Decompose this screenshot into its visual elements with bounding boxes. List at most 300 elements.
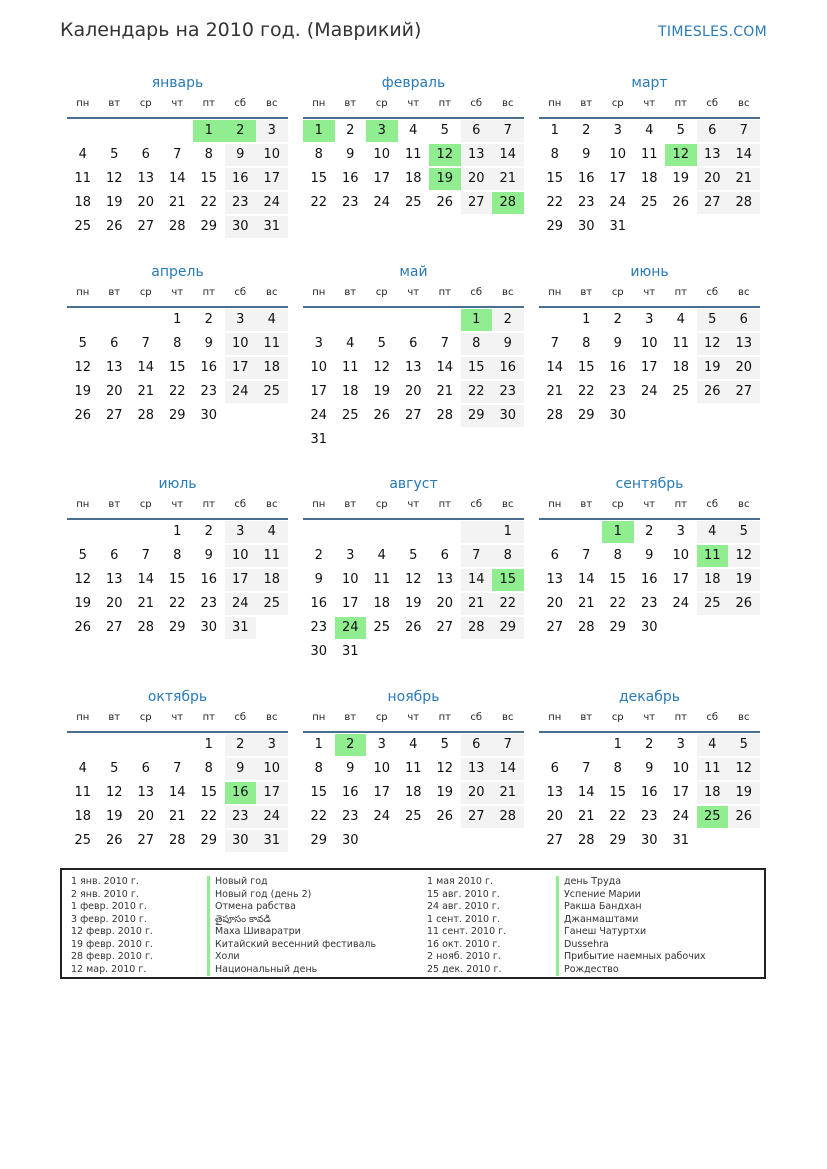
day-cell: 26: [404, 620, 422, 635]
day-cell: 15: [168, 360, 186, 375]
day-cell: 26: [74, 408, 92, 423]
weekday-header: [539, 709, 760, 733]
holiday-day: 12: [429, 144, 461, 166]
day-cell: 27: [137, 219, 155, 234]
day-cell: 24: [373, 809, 391, 824]
day-cell: 15: [546, 171, 564, 186]
weekday-label: вт: [344, 499, 357, 510]
month-8: [303, 474, 524, 665]
day-cell: 20: [461, 168, 493, 190]
day-cell: 6: [141, 761, 150, 776]
empty-cell: [99, 120, 131, 142]
weekday-label: чт: [407, 499, 420, 510]
day-cell: 27: [546, 833, 564, 848]
day-cell: 3: [645, 312, 654, 327]
empty-cell: [366, 521, 398, 543]
day-cell: 30: [640, 620, 658, 635]
weekday-label: ср: [375, 98, 388, 109]
weekday-label: сб: [470, 287, 483, 298]
holiday-name: день Труда: [556, 876, 706, 889]
day-cell: 26: [373, 408, 391, 423]
weekday-label: вс: [266, 499, 278, 510]
day-cell: 21: [577, 809, 595, 824]
day-cell: 27: [105, 620, 123, 635]
holiday-date: 2 янв. 2010 г.: [71, 888, 139, 900]
day-cell: 22: [200, 809, 218, 824]
month-name: январь: [151, 75, 204, 91]
weekday-label: чт: [643, 499, 656, 510]
day-grid: [67, 309, 288, 429]
day-cell: 13: [137, 171, 155, 186]
day-cell: 3: [676, 737, 685, 752]
weekday-label: вт: [580, 98, 593, 109]
weekday-header: [303, 284, 524, 308]
day-cell: 5: [377, 336, 386, 351]
day-cell: 4: [676, 312, 685, 327]
weekday-label: сб: [706, 98, 719, 109]
day-cell: 11: [697, 758, 729, 780]
day-cell: 12: [404, 572, 422, 587]
empty-cell: [366, 309, 398, 331]
weekday-label: вс: [502, 98, 514, 109]
day-cell: 10: [225, 545, 257, 567]
day-cell: 18: [697, 782, 729, 804]
day-cell: 9: [346, 147, 355, 162]
weekday-label: ср: [611, 712, 624, 723]
weekday-label: пн: [312, 98, 326, 109]
day-cell: 26: [697, 381, 729, 403]
weekday-label: вс: [266, 287, 278, 298]
holiday-day: 1: [193, 120, 225, 142]
day-cell: 27: [728, 381, 760, 403]
day-cell: 18: [256, 569, 288, 591]
weekday-header: [67, 95, 288, 119]
day-cell: 9: [582, 147, 591, 162]
day-cell: 5: [728, 734, 760, 756]
day-cell: 28: [461, 617, 493, 639]
day-cell: 2: [613, 312, 622, 327]
day-cell: 15: [200, 171, 218, 186]
empty-cell: [303, 309, 335, 331]
weekday-label: сб: [470, 499, 483, 510]
day-cell: 25: [373, 620, 391, 635]
day-cell: 22: [492, 593, 524, 615]
day-cell: 5: [78, 336, 87, 351]
day-cell: 22: [310, 809, 328, 824]
weekday-label: пн: [548, 499, 562, 510]
day-cell: 8: [461, 333, 493, 355]
day-grid: [303, 309, 524, 453]
weekday-label: пт: [674, 287, 687, 298]
day-cell: 21: [728, 168, 760, 190]
day-cell: 25: [74, 833, 92, 848]
day-cell: 6: [461, 120, 493, 142]
day-cell: 10: [256, 144, 288, 166]
day-cell: 13: [728, 333, 760, 355]
day-cell: 6: [110, 548, 119, 563]
day-cell: 3: [346, 548, 355, 563]
day-cell: 4: [697, 521, 729, 543]
day-cell: 3: [676, 524, 685, 539]
weekday-label: пт: [202, 712, 215, 723]
day-cell: 9: [225, 144, 257, 166]
month-7: [67, 474, 288, 641]
day-cell: 13: [546, 572, 564, 587]
day-cell: 3: [225, 309, 257, 331]
day-cell: 29: [200, 833, 218, 848]
day-cell: 18: [640, 171, 658, 186]
day-cell: 2: [492, 309, 524, 331]
weekday-label: вс: [502, 499, 514, 510]
day-cell: 17: [609, 171, 627, 186]
day-cell: 20: [728, 357, 760, 379]
day-cell: 15: [461, 357, 493, 379]
month-6: [539, 262, 760, 429]
holiday-legend: [60, 868, 766, 979]
weekday-label: ср: [139, 98, 152, 109]
empty-cell: [335, 521, 367, 543]
weekday-label: вт: [344, 287, 357, 298]
day-cell: 27: [461, 806, 493, 828]
weekday-label: пт: [674, 98, 687, 109]
month-name: сентябрь: [615, 476, 684, 492]
day-cell: 17: [672, 785, 690, 800]
day-cell: 14: [137, 572, 155, 587]
weekday-label: вт: [108, 712, 121, 723]
holiday-dates-right: [427, 876, 506, 976]
day-cell: 15: [168, 572, 186, 587]
empty-cell: [130, 521, 162, 543]
day-cell: 30: [492, 405, 524, 427]
month-name: октябрь: [147, 689, 208, 705]
day-cell: 19: [436, 785, 454, 800]
day-cell: 16: [640, 572, 658, 587]
day-cell: 21: [461, 593, 493, 615]
day-cell: 28: [728, 192, 760, 214]
day-cell: 6: [550, 761, 559, 776]
day-cell: 11: [404, 147, 422, 162]
day-cell: 25: [672, 384, 690, 399]
empty-cell: [99, 734, 131, 756]
day-cell: 22: [200, 195, 218, 210]
day-cell: 9: [314, 572, 323, 587]
day-cell: 6: [409, 336, 418, 351]
day-cell: 10: [609, 147, 627, 162]
day-cell: 5: [409, 548, 418, 563]
empty-cell: [303, 521, 335, 543]
day-cell: 16: [492, 357, 524, 379]
day-cell: 23: [341, 195, 359, 210]
day-cell: 26: [728, 806, 760, 828]
day-cell: 8: [582, 336, 591, 351]
day-cell: 24: [672, 809, 690, 824]
weekday-label: вт: [108, 98, 121, 109]
day-cell: 7: [550, 336, 559, 351]
day-cell: 10: [310, 360, 328, 375]
day-cell: 11: [74, 785, 92, 800]
holiday-name: Dussehra: [556, 939, 706, 952]
day-cell: 28: [137, 408, 155, 423]
month-name: июнь: [630, 264, 669, 280]
day-cell: 25: [341, 408, 359, 423]
day-grid: [67, 734, 288, 854]
empty-cell: [130, 734, 162, 756]
day-cell: 4: [346, 336, 355, 351]
day-cell: 31: [341, 644, 359, 659]
day-cell: 6: [110, 336, 119, 351]
site-link[interactable]: TIMESLES.COM: [658, 24, 767, 40]
empty-cell: [429, 521, 461, 543]
month-name: февраль: [381, 75, 446, 91]
day-cell: 1: [204, 737, 213, 752]
weekday-label: ср: [375, 712, 388, 723]
holiday-day: 24: [335, 617, 367, 639]
weekday-label: чт: [171, 499, 184, 510]
day-cell: 17: [640, 360, 658, 375]
month-name: август: [389, 476, 438, 492]
day-cell: 25: [74, 219, 92, 234]
day-cell: 7: [582, 761, 591, 776]
holiday-date: 19 февр. 2010 г.: [71, 938, 153, 950]
day-cell: 15: [609, 572, 627, 587]
day-cell: 5: [110, 147, 119, 162]
empty-cell: [130, 309, 162, 331]
day-cell: 1: [173, 524, 182, 539]
weekday-label: чт: [407, 287, 420, 298]
day-cell: 22: [546, 195, 564, 210]
day-cell: 23: [225, 192, 257, 214]
day-cell: 19: [728, 569, 760, 591]
weekday-label: сб: [706, 499, 719, 510]
weekday-label: чт: [171, 287, 184, 298]
weekday-label: пт: [438, 712, 451, 723]
day-cell: 4: [256, 521, 288, 543]
day-cell: 23: [640, 596, 658, 611]
weekday-label: сб: [234, 712, 247, 723]
day-cell: 29: [461, 405, 493, 427]
day-cell: 22: [461, 381, 493, 403]
day-cell: 30: [200, 620, 218, 635]
day-cell: 15: [310, 785, 328, 800]
day-cell: 30: [609, 408, 627, 423]
day-cell: 15: [609, 785, 627, 800]
day-cell: 31: [672, 833, 690, 848]
weekday-label: пт: [674, 499, 687, 510]
weekday-label: ср: [139, 712, 152, 723]
day-cell: 12: [105, 171, 123, 186]
day-cell: 28: [137, 620, 155, 635]
empty-cell: [99, 309, 131, 331]
day-cell: 30: [225, 830, 257, 852]
day-cell: 23: [341, 809, 359, 824]
day-cell: 30: [577, 219, 595, 234]
empty-cell: [162, 734, 194, 756]
day-cell: 28: [577, 620, 595, 635]
day-cell: 2: [645, 737, 654, 752]
day-cell: 8: [173, 548, 182, 563]
weekday-label: пт: [438, 98, 451, 109]
holiday-date: 1 янв. 2010 г.: [71, 876, 139, 887]
holiday-day: 2: [335, 734, 367, 756]
holiday-day: 1: [602, 521, 634, 543]
day-cell: 29: [609, 620, 627, 635]
day-cell: 23: [492, 381, 524, 403]
holiday-name: తైపూసం కావడి: [207, 914, 376, 927]
day-cell: 9: [225, 758, 257, 780]
holiday-date: 25 дек. 2010 г.: [427, 963, 502, 975]
weekday-label: вт: [580, 287, 593, 298]
day-cell: 12: [436, 761, 454, 776]
day-cell: 20: [697, 168, 729, 190]
day-cell: 27: [461, 192, 493, 214]
month-11: [303, 687, 524, 854]
empty-cell: [539, 521, 571, 543]
day-cell: 10: [341, 572, 359, 587]
day-cell: 21: [492, 782, 524, 804]
day-cell: 14: [577, 785, 595, 800]
day-cell: 12: [74, 360, 92, 375]
day-cell: 21: [168, 809, 186, 824]
day-cell: 7: [141, 548, 150, 563]
day-cell: 1: [492, 521, 524, 543]
day-cell: 13: [461, 144, 493, 166]
day-grid: [303, 734, 524, 854]
day-cell: 7: [492, 120, 524, 142]
day-cell: 17: [373, 785, 391, 800]
day-cell: 21: [492, 168, 524, 190]
day-cell: 1: [550, 123, 559, 138]
day-cell: 20: [105, 596, 123, 611]
weekday-label: вс: [738, 287, 750, 298]
day-cell: 24: [256, 192, 288, 214]
holiday-date: 2 нояб. 2010 г.: [427, 951, 501, 962]
day-cell: 13: [137, 785, 155, 800]
weekday-label: чт: [407, 712, 420, 723]
day-cell: 29: [609, 833, 627, 848]
day-cell: 23: [609, 384, 627, 399]
day-cell: 29: [168, 620, 186, 635]
day-cell: 23: [200, 596, 218, 611]
day-cell: 29: [310, 833, 328, 848]
day-cell: 16: [200, 572, 218, 587]
empty-cell: [67, 734, 99, 756]
empty-cell: [461, 521, 493, 543]
day-cell: 26: [105, 833, 123, 848]
empty-cell: [67, 120, 99, 142]
empty-cell: [67, 521, 99, 543]
weekday-label: сб: [234, 287, 247, 298]
weekday-label: ср: [139, 499, 152, 510]
day-cell: 24: [225, 593, 257, 615]
day-cell: 26: [728, 593, 760, 615]
day-cell: 12: [728, 758, 760, 780]
day-cell: 19: [373, 384, 391, 399]
day-cell: 17: [310, 384, 328, 399]
day-cell: 24: [310, 408, 328, 423]
weekday-label: пн: [76, 499, 90, 510]
month-2: [303, 73, 524, 216]
day-cell: 29: [546, 219, 564, 234]
day-cell: 24: [373, 195, 391, 210]
weekday-label: ср: [611, 499, 624, 510]
weekday-label: вт: [108, 499, 121, 510]
day-grid: [67, 521, 288, 641]
empty-cell: [398, 521, 430, 543]
weekday-label: пн: [548, 98, 562, 109]
day-cell: 25: [404, 195, 422, 210]
day-cell: 25: [256, 381, 288, 403]
day-cell: 5: [110, 761, 119, 776]
day-cell: 12: [74, 572, 92, 587]
day-cell: 4: [78, 147, 87, 162]
day-cell: 1: [613, 737, 622, 752]
weekday-label: вс: [502, 712, 514, 723]
day-cell: 6: [550, 548, 559, 563]
weekday-header: [67, 284, 288, 308]
weekday-label: пт: [202, 499, 215, 510]
day-cell: 20: [461, 782, 493, 804]
day-cell: 20: [546, 809, 564, 824]
day-cell: 27: [436, 620, 454, 635]
day-cell: 2: [346, 123, 355, 138]
holiday-date: 12 мар. 2010 г.: [71, 963, 147, 975]
day-cell: 22: [168, 384, 186, 399]
weekday-label: вт: [344, 712, 357, 723]
weekday-label: вт: [580, 712, 593, 723]
day-cell: 14: [168, 171, 186, 186]
day-cell: 21: [436, 384, 454, 399]
holiday-day: 15: [492, 569, 524, 591]
weekday-label: пн: [76, 287, 90, 298]
day-grid: [303, 521, 524, 665]
month-9: [539, 474, 760, 641]
day-cell: 16: [200, 360, 218, 375]
day-cell: 23: [225, 806, 257, 828]
holiday-date: 1 февр. 2010 г.: [71, 901, 147, 912]
weekday-label: пн: [548, 712, 562, 723]
weekday-header: [303, 496, 524, 520]
day-cell: 13: [461, 758, 493, 780]
holiday-name: Джанмаштами: [556, 914, 706, 927]
day-cell: 15: [310, 171, 328, 186]
day-cell: 1: [582, 312, 591, 327]
day-cell: 7: [141, 336, 150, 351]
day-cell: 21: [137, 384, 155, 399]
day-cell: 21: [546, 384, 564, 399]
day-cell: 6: [141, 147, 150, 162]
day-cell: 19: [74, 384, 92, 399]
day-grid: [539, 521, 760, 641]
day-cell: 9: [204, 336, 213, 351]
weekday-label: вт: [344, 98, 357, 109]
day-cell: 4: [409, 737, 418, 752]
day-cell: 17: [225, 569, 257, 591]
weekday-label: сб: [470, 98, 483, 109]
day-cell: 19: [672, 171, 690, 186]
weekday-label: чт: [643, 98, 656, 109]
day-cell: 19: [105, 809, 123, 824]
holiday-name: Ракша Бандхан: [556, 901, 706, 914]
day-cell: 27: [137, 833, 155, 848]
day-cell: 30: [341, 833, 359, 848]
day-cell: 24: [256, 806, 288, 828]
day-cell: 18: [404, 171, 422, 186]
day-cell: 10: [373, 761, 391, 776]
day-cell: 15: [200, 785, 218, 800]
day-cell: 30: [640, 833, 658, 848]
holiday-name: Ганеш Чатуртхи: [556, 926, 706, 939]
weekday-label: чт: [171, 712, 184, 723]
